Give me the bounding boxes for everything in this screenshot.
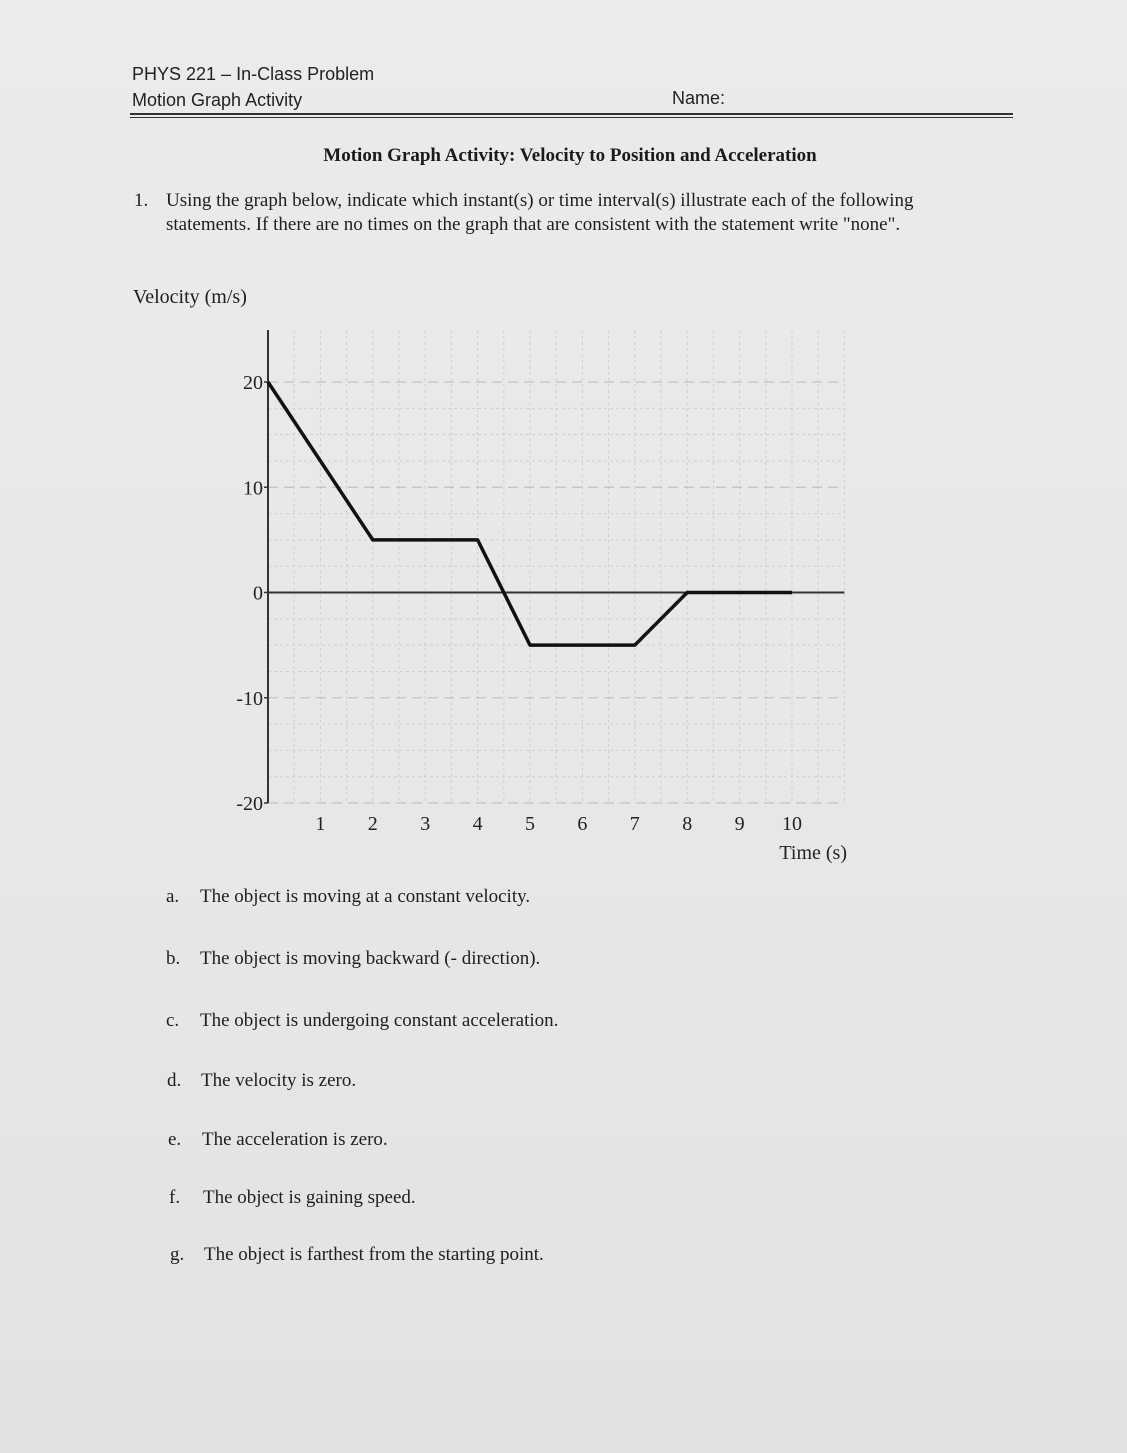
statement-text: The object is moving backward (- direction).: [200, 948, 541, 969]
x-tick-label: 5: [525, 813, 535, 835]
statement-letter: f.: [169, 1187, 181, 1208]
x-tick-label: 9: [734, 813, 745, 835]
statement-text: The object is farthest from the starting point.: [204, 1244, 544, 1265]
statement-c: [166, 1010, 558, 1032]
statement-text: The object is moving at a constant velocity.: [200, 886, 531, 907]
y-tick-label: -20: [236, 793, 263, 815]
x-tick-label: 1: [315, 813, 326, 835]
x-tick-label: 8: [682, 813, 693, 835]
statement-text: The object is gaining speed.: [203, 1187, 416, 1208]
x-tick-label: 7: [629, 813, 640, 835]
statement-letter: b.: [166, 948, 181, 969]
y-axis-label: Velocity (m/s): [133, 286, 247, 308]
statement-g: [170, 1244, 544, 1266]
statement-a: [166, 886, 530, 908]
statement-letter: a.: [166, 886, 180, 907]
document-title: Motion Graph Activity: Velocity to Position and Acceleration: [323, 145, 817, 166]
statement-e: [168, 1129, 388, 1151]
chart-grid: [268, 330, 844, 803]
statement-text: The velocity is zero.: [201, 1070, 357, 1091]
course-header: PHYS 221 – In-Class Problem: [132, 64, 375, 84]
question-text: Using the graph below, indicate which instant(s) or time interval(s) illustrate each of the following statements. If there are no times on the graph that are consistent with the statement write "none".: [166, 190, 914, 235]
statement-text: The object is undergoing constant acceleration.: [200, 1010, 559, 1031]
statement-letter: g.: [170, 1244, 185, 1265]
x-tick-label: 4: [472, 813, 483, 835]
x-tick-label: 3: [420, 813, 431, 835]
y-tick-label: -10: [236, 687, 263, 710]
name-label: Name:: [672, 88, 726, 108]
statement-text: The acceleration is zero.: [202, 1129, 388, 1150]
y-tick-label: 20: [243, 372, 263, 394]
statement-d: [167, 1070, 356, 1092]
y-tick-label: 10: [243, 477, 263, 500]
x-tick-label: 6: [577, 813, 588, 835]
chart-ticks: [236, 372, 802, 835]
x-axis-label: Time (s): [779, 842, 847, 864]
y-tick-label: 0: [253, 582, 263, 605]
question-number: 1.: [134, 190, 149, 211]
x-tick-label: 2: [367, 813, 378, 835]
statement-b: [166, 948, 540, 970]
statement-letter: c.: [166, 1010, 180, 1031]
x-tick-label: 10: [782, 813, 802, 835]
statement-letter: d.: [167, 1070, 182, 1091]
statement-letter: e.: [168, 1129, 182, 1150]
activity-header: Motion Graph Activity: [132, 90, 303, 110]
statement-f: [169, 1187, 416, 1209]
